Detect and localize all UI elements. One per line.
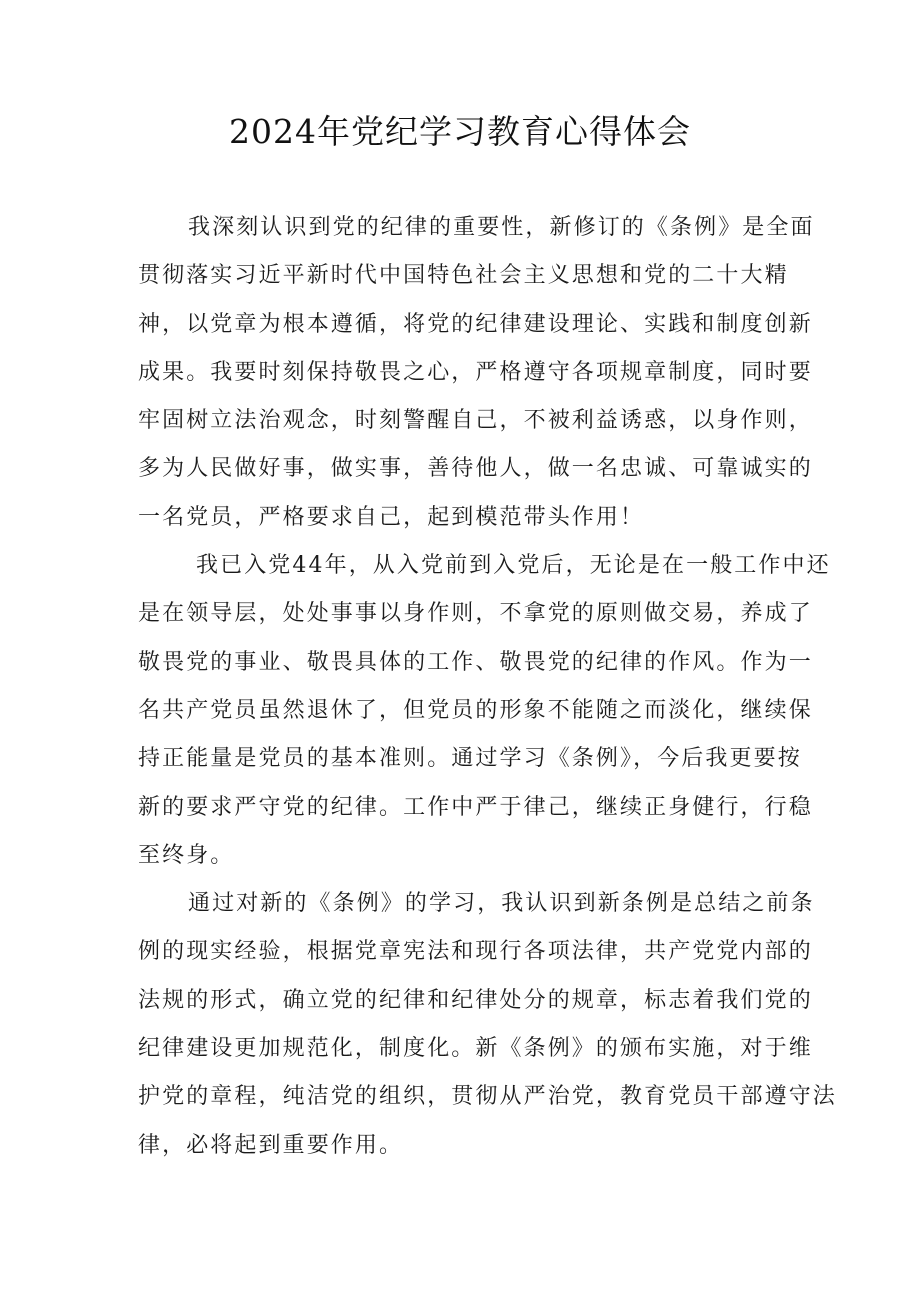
text-line: 律，必将起到重要作用。	[138, 1132, 404, 1158]
paragraph-3	[138, 880, 837, 1170]
text-line: 纪律建设更加规范化，制度化。新《条例》的颁布实施，对于维	[138, 1036, 813, 1062]
document-body	[138, 204, 837, 1170]
text-line: 牢固树立法治观念，时刻警醒自己，不被利益诱惑，以身作则，	[138, 408, 813, 434]
text-line: 通过对新的《条例》的学习，我认识到新条例是总结之前条	[188, 891, 815, 917]
text-line: 神，以党章为根本遵循，将党的纪律建设理论、实践和制度创新	[138, 311, 813, 337]
text-line: 例的现实经验，根据党章宪法和现行各项法律，共产党党内部的	[138, 939, 813, 965]
text-line: 法规的形式，确立党的纪律和纪律处分的规章，标志着我们党的	[138, 987, 813, 1013]
paragraph-2	[138, 542, 831, 880]
text-line: 至终身。	[138, 842, 235, 868]
text-line: 我已入党44年，从入党前到入党后，无论是在一般工作中还	[196, 553, 831, 579]
text-line: 是在领导层，处处事事以身作则，不拿党的原则做交易，养成了	[138, 601, 813, 627]
text-line: 贯彻落实习近平新时代中国特色社会主义思想和党的二十大精	[138, 263, 789, 289]
text-line: 成果。我要时刻保持敬畏之心，严格遵守各项规章制度，同时要	[138, 359, 813, 385]
text-line: 护党的章程，纯洁党的组织，贯彻从严治党，教育党员干部遵守法	[138, 1084, 837, 1110]
text-line: 我深刻认识到党的纪律的重要性，新修订的《条例》是全面	[188, 215, 815, 240]
text-line: 敬畏党的事业、敬畏具体的工作、敬畏党的纪律的作风。作为一	[138, 649, 813, 675]
text-line: 多为人民做好事，做实事，善待他人，做一名忠诚、可靠诚实的	[138, 456, 813, 482]
text-line: 持正能量是党员的基本准则。通过学习《条例》，今后我更要按	[138, 746, 802, 772]
text-line: 新的要求严守党的纪律。工作中严于律己，继续正身健行，行稳	[138, 794, 813, 820]
text-line: 名共产党员虽然退休了，但党员的形象不能随之而淡化，继续保	[138, 697, 813, 723]
document-title: 2024年党纪学习教育心得体会	[229, 112, 691, 151]
text-line: 一名党员，严格要求自己，起到模范带头作用！	[138, 504, 645, 530]
paragraph-1	[138, 204, 815, 542]
